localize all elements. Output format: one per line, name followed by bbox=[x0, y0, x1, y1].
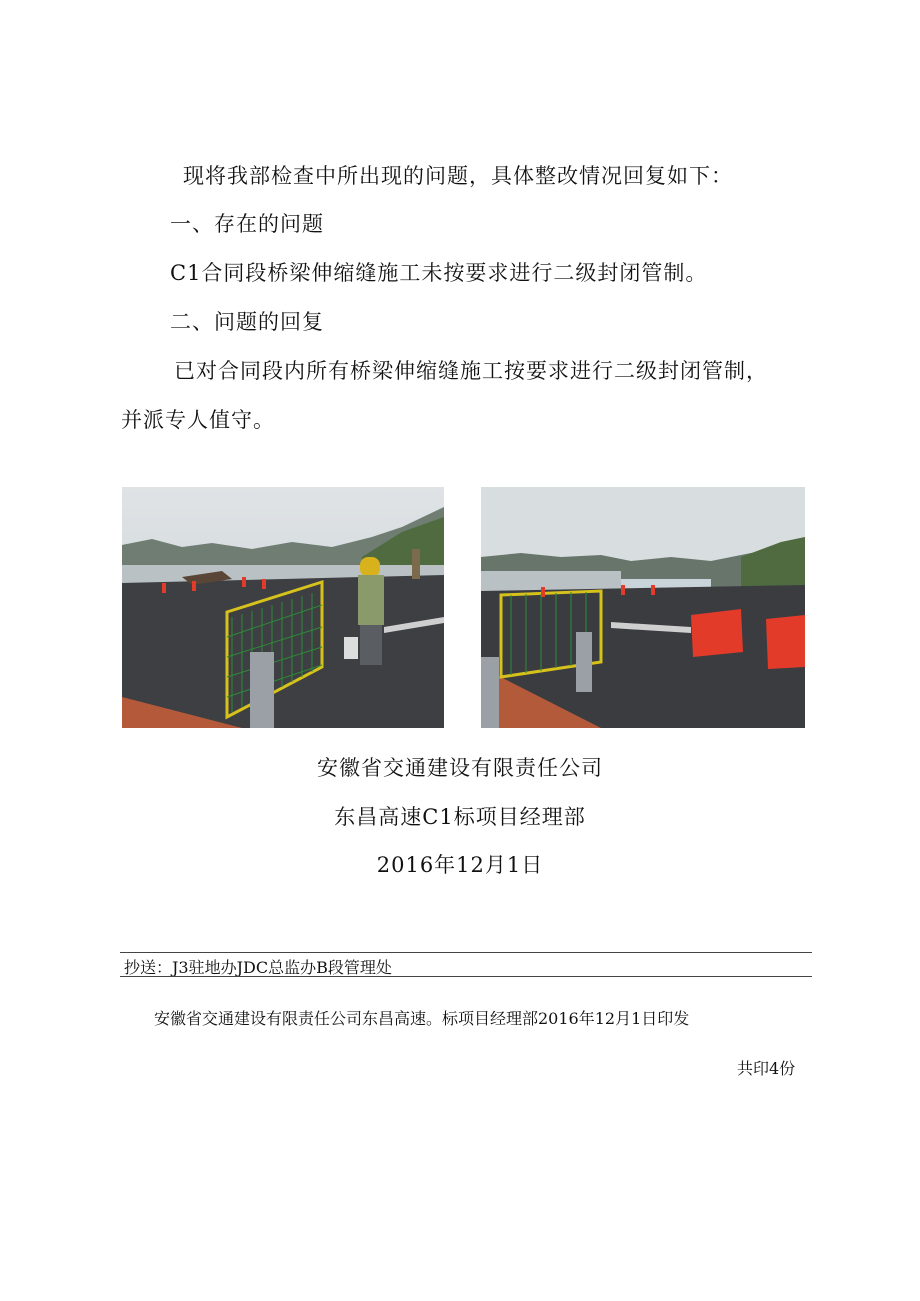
section2-text-line1: 已对合同段内所有桥梁伸缩缝施工按要求进行二级封闭管制， bbox=[174, 359, 768, 383]
signature-company: 安徽省交通建设有限责任公司 bbox=[317, 756, 603, 780]
cc-bottom-rule bbox=[120, 976, 812, 977]
section1-heading: 一、存在的问题 bbox=[170, 212, 324, 236]
cc-line: 抄送：J3驻地办JDC总监办B段管理处 bbox=[124, 958, 392, 977]
intro-paragraph: 现将我部检查中所出现的问题，具体整改情况回复如下： bbox=[183, 164, 733, 188]
section1-text: C1合同段桥梁伸缩缝施工未按要求进行二级封闭管制。 bbox=[170, 261, 708, 285]
issued-line: 安徽省交通建设有限责任公司东昌高速。标项目经理部2016年12月1日印发 bbox=[154, 1009, 690, 1028]
copies-line: 共印4份 bbox=[737, 1059, 796, 1078]
section2-heading: 二、问题的回复 bbox=[170, 310, 324, 334]
photo-worker-fence bbox=[122, 487, 444, 728]
signature-department: 东昌高速C1标项目经理部 bbox=[334, 805, 586, 829]
photo-barriers bbox=[481, 487, 805, 728]
section2-text-line2: 并派专人值守。 bbox=[121, 408, 275, 432]
cc-top-rule bbox=[120, 952, 812, 953]
signature-date: 2016年12月1日 bbox=[376, 853, 544, 877]
